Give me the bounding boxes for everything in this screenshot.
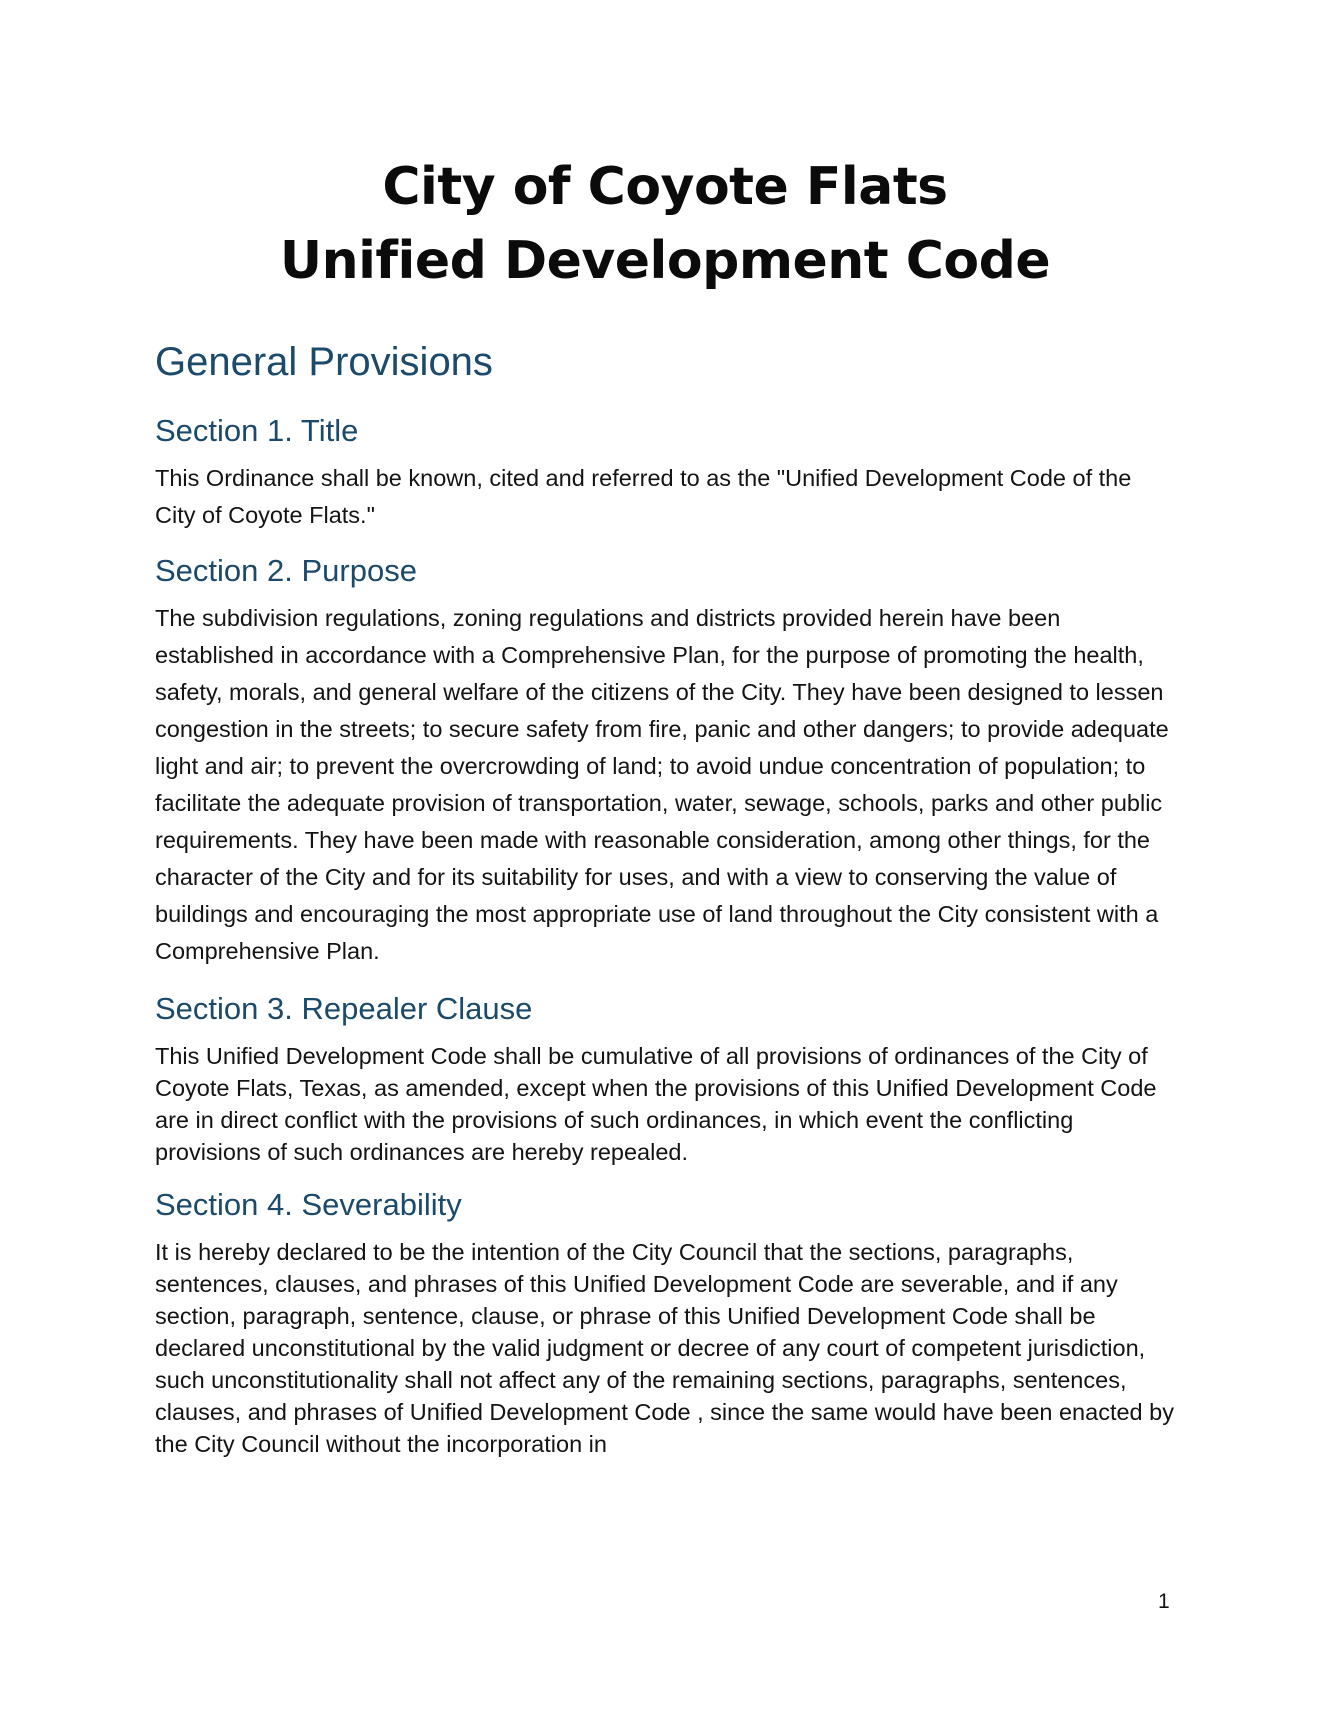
section-1-body: This Ordinance shall be known, cited and referred to as the "Unified Development Code of the City of Coyote Flats." xyxy=(155,465,1132,528)
document-title-line-2: Unified Development Code xyxy=(279,231,1051,291)
document-title xyxy=(155,150,1175,298)
section-4-heading: Section 4. Severability xyxy=(155,1187,462,1222)
section-2-body: The subdivision regulations, zoning regulations and districts provided herein have been established in accordance with a Comprehensive Plan, for the purpose of promoting the health, safety, morals, and general welfare of the citizens of the City. They have been designed to lessen congestion in the streets; to secure safety from fire, panic and other dangers; to provide adequate light and air; to prevent the overcrowding of land; to avoid undue concentration of population; to facilitate the adequate provision of transportation, water, sewage, schools, parks and other public requirements. They have been made with reasonable consideration, among other things, for the character of the City and for its suitability for uses, and with a view to conserving the value of buildings and encouraging the most appropriate use of land throughout the City consistent with a Comprehensive Plan. xyxy=(155,605,1169,964)
section-4-body: It is hereby declared to be the intention of the City Council that the sections, paragraphs, sentences, clauses, and phrases of this Unified Development Code are severable, and if any section, paragraph, sentence, clause, or phrase of this Unified Development Code shall be declared unconstitutional by the valid judgment or decree of any court of competent jurisdiction, such unconstitutionality shall not affect any of the remaining sections, paragraphs, sentences, clauses, and phrases of Unified Development Code , since the same would have been enacted by the City Council without the incorporation in xyxy=(155,1239,1174,1457)
page-content xyxy=(155,150,1175,1460)
section-1-heading: Section 1. Title xyxy=(155,413,359,448)
page-number: 1 xyxy=(1158,1590,1170,1613)
section-3-body: This Unified Development Code shall be cumulative of all provisions of ordinances of the City of Coyote Flats, Texas, as amended, except when the provisions of this Unified Development Code are in direct conflict with the provisions of such ordinances, in which event the conflicting provisions of such ordinances are hereby repealed. xyxy=(155,1043,1157,1165)
section-3-heading: Section 3. Repealer Clause xyxy=(155,991,533,1026)
chapter-heading: General Provisions xyxy=(155,340,493,384)
document-title-line-1: City of Coyote Flats xyxy=(382,157,948,217)
section-2-heading: Section 2. Purpose xyxy=(155,553,417,588)
